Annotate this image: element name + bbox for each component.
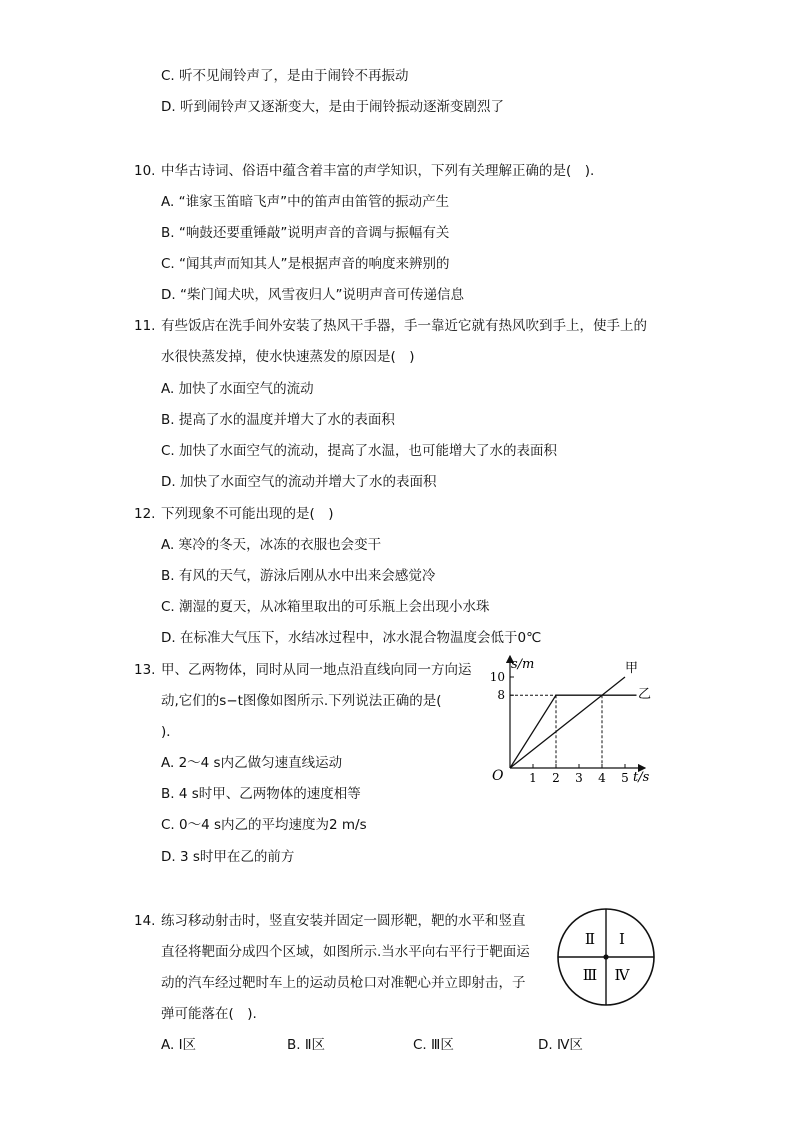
q11-stem-line1: 有些饭店在洗手间外安装了热风干手器，手一靠近它就有热风吹到手上，使手上的 [161,318,647,334]
q11-number: 11. [134,318,156,334]
q13-stem-line3: )． [161,724,180,740]
target-center-dot [603,954,608,959]
q11-option-c: C. 加快了水面空气的流动，提高了水温，也可能增大了水的表面积 [161,443,558,459]
target-diagram [555,906,657,1008]
x-tick-label: 5 [621,771,629,785]
graph-x-label: t/s [633,770,650,785]
q10-option-d: D. “柴门闻犬吠，风雪夜归人”说明声音可传递信息 [161,287,464,303]
q10-number: 10. [134,163,156,179]
q12-option-a: A. 寒冷的冬天，冰冻的衣服也会变干 [161,537,382,553]
q14-stem-line2: 直径将靶面分成四个区域，如图所示.当水平向右平行于靶面运 [161,944,530,960]
target-zone-3: Ⅲ [582,966,598,984]
q11-option-b: B. 提高了水的温度并增大了水的表面积 [161,412,395,428]
q13-stem-line1: 甲、乙两物体，同时从同一地点沿直线向同一方向运 [161,662,472,678]
q13-option-a: A. 2～4 s内乙做匀速直线运动 [161,755,343,771]
q14-stem-line4: 弹可能落在( ). [161,1006,257,1022]
q9-option-c: C. 听不见闹铃声了，是由于闹铃不再振动 [161,68,409,84]
q10-stem: 中华古诗词、俗语中蕴含着丰富的声学知识，下列有关理解正确的是( ). [161,163,595,179]
q12-number: 12. [134,506,156,522]
q11-option-a: A. 加快了水面空气的流动 [161,381,314,397]
target-zone-1: Ⅰ [619,930,625,948]
x-tick-label: 1 [529,771,537,785]
q13-option-b: B. 4 s时甲、乙两物体的速度相等 [161,786,361,802]
q11-option-d: D. 加快了水面空气的流动并增大了水的表面积 [161,474,437,490]
q14-number: 14. [134,913,156,929]
q14-option-a: A. Ⅰ区 [161,1037,197,1053]
x-tick-label: 2 [552,771,560,785]
q11-stem-line2: 水很快蒸发掉，使水快速蒸发的原因是( ) [161,349,415,365]
series-yi-line [510,695,637,768]
q13-number: 13. [134,662,156,678]
q9-option-d: D. 听到闹铃声又逐渐变大，是由于闹铃振动逐渐变剧烈了 [161,99,504,115]
q14-option-d: D. Ⅳ区 [538,1037,583,1053]
q13-stem-line2: 动,它们的s−t图像如图所示.下列说法正确的是( [161,693,442,709]
q14-stem-line3: 动的汽车经过靶时车上的运动员枪口对准靶心并立即射击，子 [161,975,526,991]
q10-option-c: C. “闻其声而知其人”是根据声音的响度来辨别的 [161,256,450,272]
q14-option-b: B. Ⅱ区 [287,1037,325,1053]
y-tick-label: 8 [497,688,505,703]
q14-stem-line1: 练习移动射击时，竖直安装并固定一圆形靶，靶的水平和竖直 [161,913,526,929]
q12-option-d: D. 在标准大气压下，水结冰过程中，冰水混合物温度会低于0℃ [161,630,542,646]
q13-option-d: D. 3 s时甲在乙的前方 [161,849,295,865]
graph-label-yi: 乙 [638,687,652,702]
target-zone-4: Ⅳ [614,966,630,984]
q12-option-b: B. 有风的天气，游泳后刚从水中出来会感觉冷 [161,568,436,584]
q12-stem: 下列现象不可能出现的是( ) [161,506,334,522]
x-tick-label: 4 [598,771,606,785]
graph-label-jia: 甲 [625,661,639,676]
st-graph [485,650,665,790]
graph-origin: O [492,768,504,784]
q14-option-c: C. Ⅲ区 [413,1037,454,1053]
graph-y-label: s/m [511,657,535,672]
y-tick-label: 10 [489,670,505,684]
series-jia-line [510,677,625,768]
target-zone-2: Ⅱ [584,930,596,948]
q12-option-c: C. 潮湿的夏天，从冰箱里取出的可乐瓶上会出现小水珠 [161,599,490,615]
x-tick-label: 3 [575,771,583,785]
q10-option-a: A. “谁家玉笛暗飞声”中的笛声由笛管的振动产生 [161,194,450,210]
q10-option-b: B. “响鼓还要重锤敲”说明声音的音调与振幅有关 [161,225,450,241]
q13-option-c: C. 0～4 s内乙的平均速度为2 m/s [161,817,367,833]
